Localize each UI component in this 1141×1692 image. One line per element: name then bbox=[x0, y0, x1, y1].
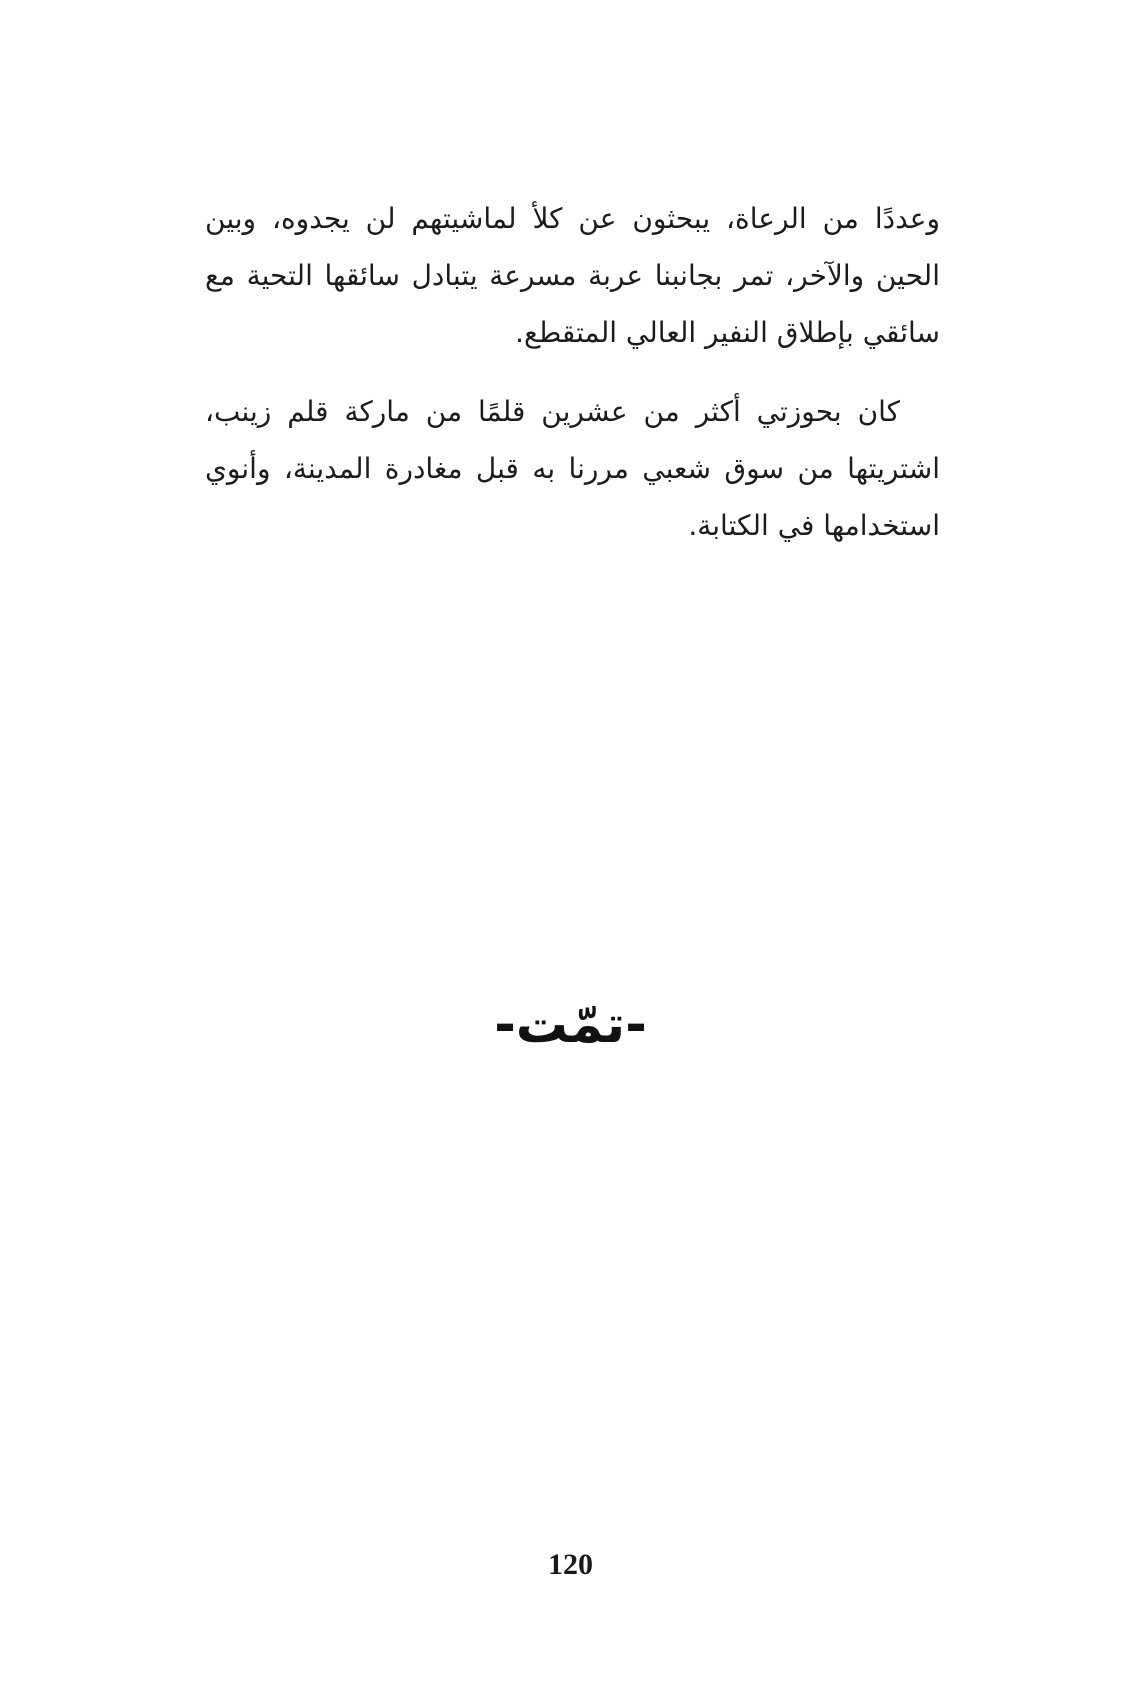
paragraph-2: كان بحوزتي أكثر من عشرين قلمًا من ماركة قلم زينب، اشتريتها من سوق شعبي مررنا به قبل مغادرة المدينة، وأنوي استخدامها في الكتابة. bbox=[205, 395, 940, 542]
body-text bbox=[205, 190, 940, 576]
page-number: 120 bbox=[548, 1548, 593, 1581]
end-mark: -تمّت- bbox=[494, 995, 647, 1055]
paragraph-1: وعددًا من الرعاة، يبحثون عن كلأ لماشيتهم لن يجدوه، وبين الحين والآخر، تمر بجانبنا عربة مسرعة يتبادل سائقها التحية مع سائقي بإطلاق النفير العالي المتقطع. bbox=[205, 202, 940, 349]
